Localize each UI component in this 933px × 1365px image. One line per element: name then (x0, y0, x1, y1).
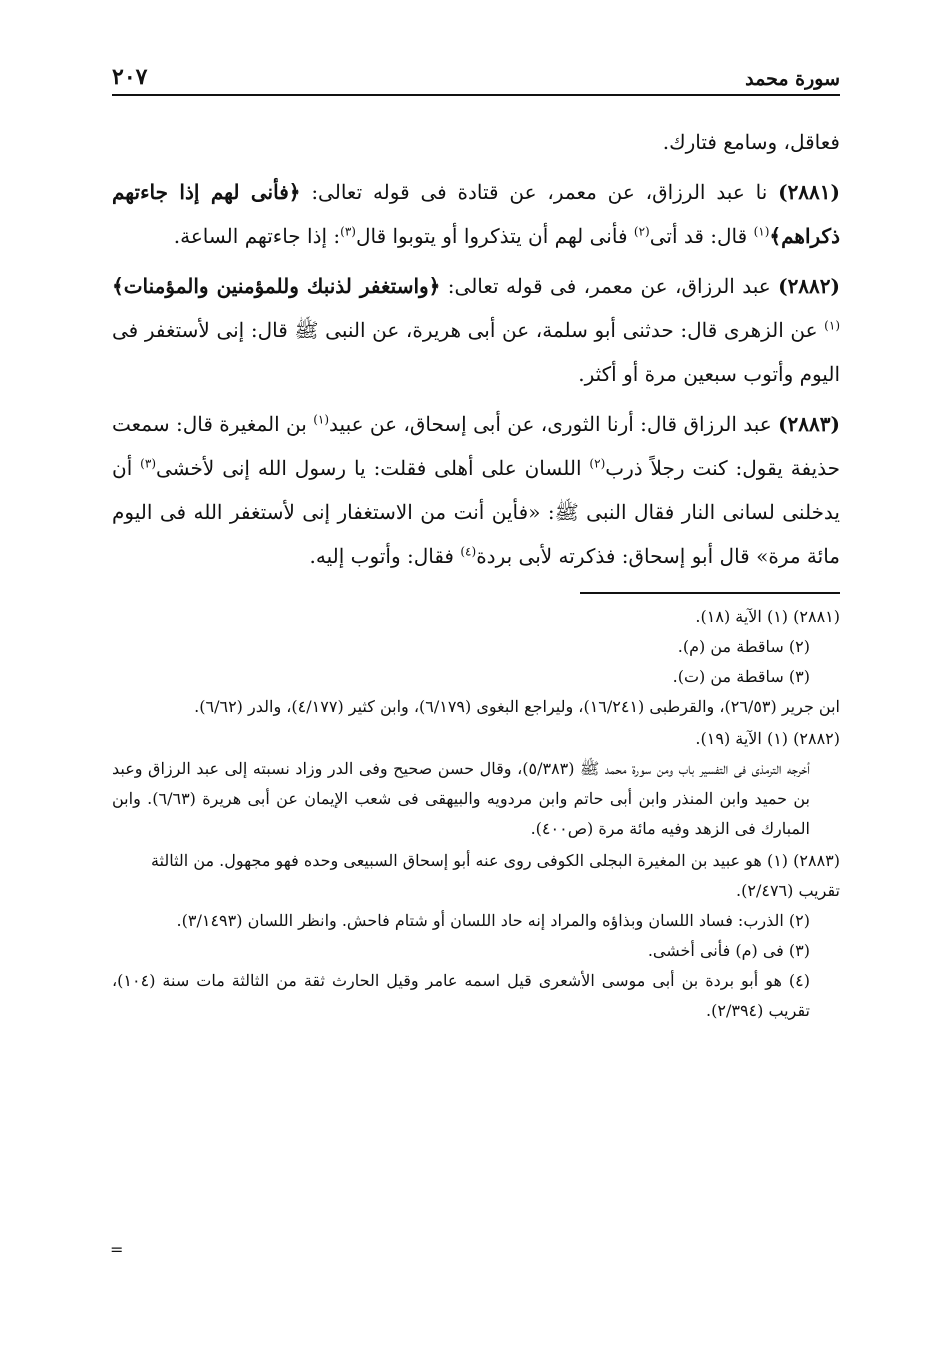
paragraph-continuation: فعاقل، وسامع فتارك. (662, 130, 840, 154)
text: أن يدخلنى لسانى النار فقال النبى ﷺ: «فأين أنت من الاستغفار إنى لأستغفر الله فى اليوم مائة مرة» قال أبو إسحاق: فذكرته لأبى بردة (112, 456, 840, 568)
hadith-number: (٢٨٨٣) (778, 412, 840, 436)
hadith-2881 (112, 170, 840, 258)
hadith-number: (٢٨٨٢) (778, 274, 840, 298)
footnote: (٣) فى (م) فأنى أخشى. (647, 941, 810, 960)
text: عن الزهرى قال: حدثنى أبو سلمة، عن أبى هريرة، عن النبى ﷺ قال: إنى لأستغفر فى اليوم وأتوب سبعين مرة أو أكثر. (112, 318, 840, 386)
footnote-reference: ابن جرير (٢٦/٥٣)، والقرطبى (١٦/٢٤١)، وليراجع البغوى (٦/١٧٩)، وابن كثير (٤/١٧٧)، والدر (٦/٦٢). (194, 697, 840, 716)
page (112, 58, 840, 1028)
footnote: (٤) هو أبو بردة بن أبى موسى الأشعرى قيل اسمه عامر وقيل الحارث ثقة من الثالثة مات سنة (١٠٤)، تقريب (٢/٣٩٤). (112, 971, 811, 1020)
footnotes (112, 602, 840, 1026)
footnote-divider (580, 592, 840, 594)
footnote-ref: (٣) (140, 456, 156, 471)
surah-title: سورة محمد (745, 68, 840, 90)
hadith-2883 (112, 402, 840, 578)
footnote-ref: (١) (753, 224, 770, 239)
page-number: ٢٠٧ (112, 64, 148, 90)
footnote-ref: (٢) (633, 224, 650, 239)
footnote-ref: (٤) (460, 544, 477, 559)
footnote: (٢) ساقطة من (م). (677, 637, 810, 656)
text: : إذا جاءتهم الساعة. (173, 224, 341, 248)
running-header (112, 58, 840, 96)
text: فأنى لهم أن يتذكروا أو يتوبوا قال (355, 224, 634, 248)
footnote-ref: (١) (313, 412, 330, 427)
footnote: (٢٨٨٢) (١) الآية (١٩). (695, 729, 840, 748)
footnote: (٣) ساقطة من (ت). (672, 667, 810, 686)
quran-verse: ﴿واستغفر لذنبك وللمؤمنين والمؤمنات﴾ (112, 274, 441, 298)
text: عبد الرزاق، عن معمر، فى قوله تعالى: (440, 274, 779, 298)
quran-verse: ﴿فأنى لهم إذا جاءتهم ذكراهم﴾ (112, 180, 840, 248)
text: قال: قد أتى (649, 224, 754, 248)
footnote: (٢٨٨١) (١) الآية (١٨). (695, 607, 840, 626)
footnote-reference: أخرجه الترمذى فى التفسير باب ومن سورة محمد ﷺ (٥/٣٨٣)، وقال حسن صحيح وفى الدر وزاد نسبته إلى عبد الرزاق وعبد بن حميد وابن المنذر وابن أبى حاتم وابن مردويه والبيهقى فى شعب الإيمان عن أبى هريرة (٦/٦٣). وابن المبارك فى الزهد وفيه مائة مرة (ص٤٠٠). (112, 759, 811, 838)
hadith-number: (٢٨٨١) (778, 180, 840, 204)
footnote-ref: (١) (824, 318, 840, 333)
footnotes-2883 (112, 846, 840, 1026)
continuation-mark: = (110, 1240, 124, 1259)
hadith-2882 (112, 264, 840, 396)
text: فقال: وأتوب إليه. (309, 544, 461, 568)
text: اللسان على أهلى فقلت: يا رسول الله إنى لأخشى (156, 456, 590, 480)
footnotes-2881 (112, 602, 840, 722)
footnote-ref: (٣) (340, 224, 356, 239)
footnote-ref: (٢) (589, 456, 606, 471)
text: نا عبد الرزاق، عن معمر، عن قتادة فى قوله تعالى: (300, 180, 779, 204)
footnotes-2882 (112, 724, 840, 844)
footnote: (٢) الذرب: فساد اللسان وبذاؤه والمراد إنه حاد اللسان أو شتام فاحش. وانظر اللسان (٣/١٤٩٣). (176, 911, 810, 930)
text: عبد الرزاق قال: أرنا الثورى، عن أبى إسحاق، عن عبيد (329, 412, 779, 436)
footnote: (٢٨٨٣) (١) هو عبيد بن المغيرة البجلى الكوفى روى عنه أبو إسحاق السبيعى وحده فهو مجهول. من الثالثة تقريب (٢/٤٧٦). (150, 851, 840, 900)
main-text (112, 120, 840, 578)
text: بن المغيرة قال: سمعت حذيفة يقول: كنت رجلاً ذرب (112, 412, 840, 480)
